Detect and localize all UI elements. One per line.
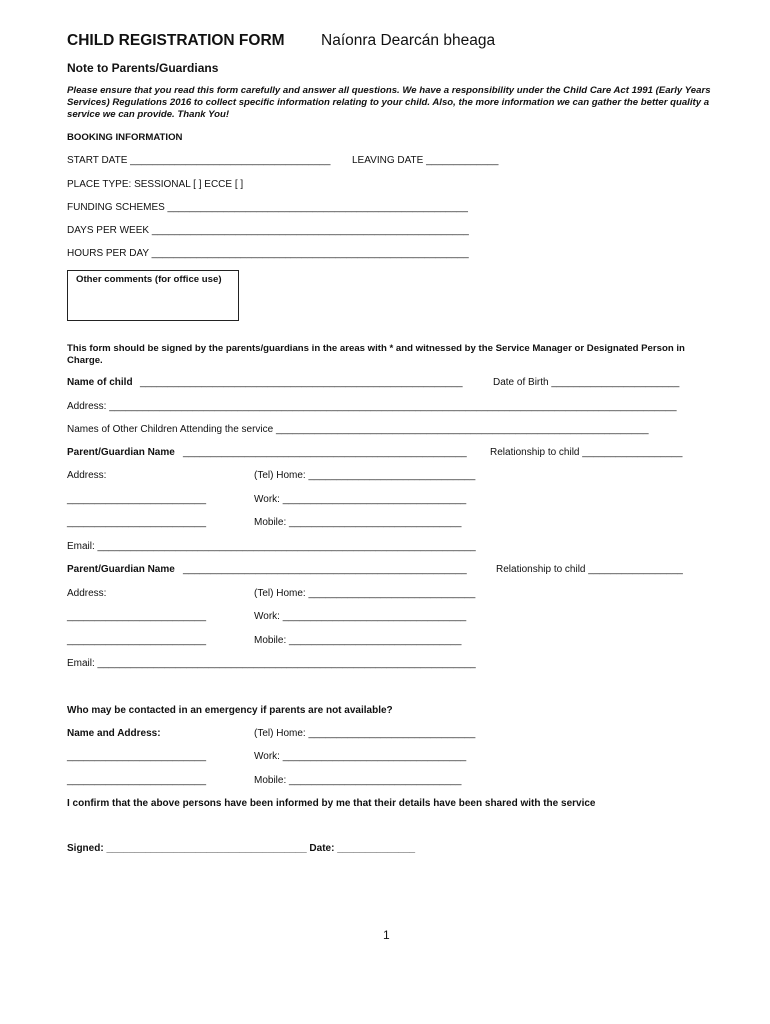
note-heading: Note to Parents/Guardians [67, 61, 219, 75]
days-per-week-field[interactable]: DAYS PER WEEK _________________________________________________________ [67, 225, 469, 236]
guardian2-address-line[interactable]: _________________________ [67, 635, 207, 646]
guardian2-address-label: Address: [67, 588, 107, 599]
booking-heading: BOOKING INFORMATION [67, 132, 183, 143]
guardian1-email-field[interactable]: Email: ____________________________________________________________________ [67, 541, 476, 552]
child-address-field[interactable]: Address: ______________________________________________________________________________________________________ [67, 401, 677, 412]
guardian1-relationship-field[interactable]: Relationship to child __________________ [490, 447, 683, 458]
date-of-birth-field[interactable]: Date of Birth _______________________ [493, 377, 680, 388]
guardian2-name-label: Parent/Guardian Name [67, 564, 175, 575]
guardian2-relationship-field[interactable]: Relationship to child _________________ [496, 564, 683, 575]
other-children-field[interactable]: Names of Other Children Attending the service ___________________________________________________________________ [67, 424, 649, 435]
guardian1-mobile-field[interactable]: Mobile: _______________________________ [254, 517, 462, 528]
funding-schemes-field[interactable]: FUNDING SCHEMES ______________________________________________________ [67, 202, 468, 213]
start-date-field[interactable]: START DATE ____________________________________ [67, 155, 331, 166]
guardian1-address-line[interactable]: _________________________ [67, 494, 207, 505]
emergency-work-field[interactable]: Work: _________________________________ [254, 751, 467, 762]
guardian2-work-field[interactable]: Work: _________________________________ [254, 611, 467, 622]
page-number: 1 [383, 928, 390, 942]
emergency-mobile-field[interactable]: Mobile: _______________________________ [254, 775, 462, 786]
guardian1-address-line[interactable]: _________________________ [67, 517, 207, 528]
guardian1-name-label: Parent/Guardian Name [67, 447, 175, 458]
confirmation-statement: I confirm that the above persons have been informed by me that their details have been shared with the service [67, 798, 596, 809]
form-title: CHILD REGISTRATION FORM [67, 32, 285, 49]
emergency-question: Who may be contacted in an emergency if parents are not available? [67, 705, 393, 716]
signature-date-field[interactable]: Signed: ____________________________________ Date: ______________ [67, 843, 416, 854]
guardian1-name-field[interactable]: ___________________________________________________ [183, 447, 467, 458]
emergency-address-line[interactable]: _________________________ [67, 751, 207, 762]
child-name-field[interactable]: __________________________________________________________ [140, 377, 463, 388]
guardian1-tel-home-field[interactable]: (Tel) Home: ______________________________ [254, 470, 476, 481]
guardian2-address-line[interactable]: _________________________ [67, 611, 207, 622]
hours-per-day-field[interactable]: HOURS PER DAY _________________________________________________________ [67, 248, 469, 259]
guardian2-mobile-field[interactable]: Mobile: _______________________________ [254, 635, 462, 646]
guardian1-address-label: Address: [67, 470, 107, 481]
note-text: Please ensure that you read this form carefully and answer all questions. We have a responsibility under the Child Care Act 1991 (Early Years Services) Regulations 2016 to collect specific information relating to your child. Also, the more information we can gather the better quality a service we can provide. Thank You! [67, 85, 711, 120]
emergency-address-line[interactable]: _________________________ [67, 775, 207, 786]
organization-name: Naíonra Dearcán bheaga [321, 32, 496, 49]
office-comments-box[interactable] [67, 270, 239, 321]
guardian2-email-field[interactable]: Email: ____________________________________________________________________ [67, 658, 476, 669]
guardian2-name-field[interactable]: ___________________________________________________ [183, 564, 467, 575]
child-name-label: Name of child [67, 377, 133, 388]
emergency-name-label: Name and Address: [67, 728, 161, 739]
signing-instructions: This form should be signed by the parents/guardians in the areas with * and witnessed by the Service Manager or Designated Person in Charge. [67, 343, 685, 366]
office-comments-label: Other comments (for office use) [76, 274, 222, 285]
leaving-date-field[interactable]: LEAVING DATE _____________ [352, 155, 499, 166]
emergency-tel-home-field[interactable]: (Tel) Home: ______________________________ [254, 728, 476, 739]
guardian2-tel-home-field[interactable]: (Tel) Home: ______________________________ [254, 588, 476, 599]
place-type-field[interactable]: PLACE TYPE: SESSIONAL [ ] ECCE [ ] [67, 179, 244, 190]
guardian1-work-field[interactable]: Work: _________________________________ [254, 494, 467, 505]
